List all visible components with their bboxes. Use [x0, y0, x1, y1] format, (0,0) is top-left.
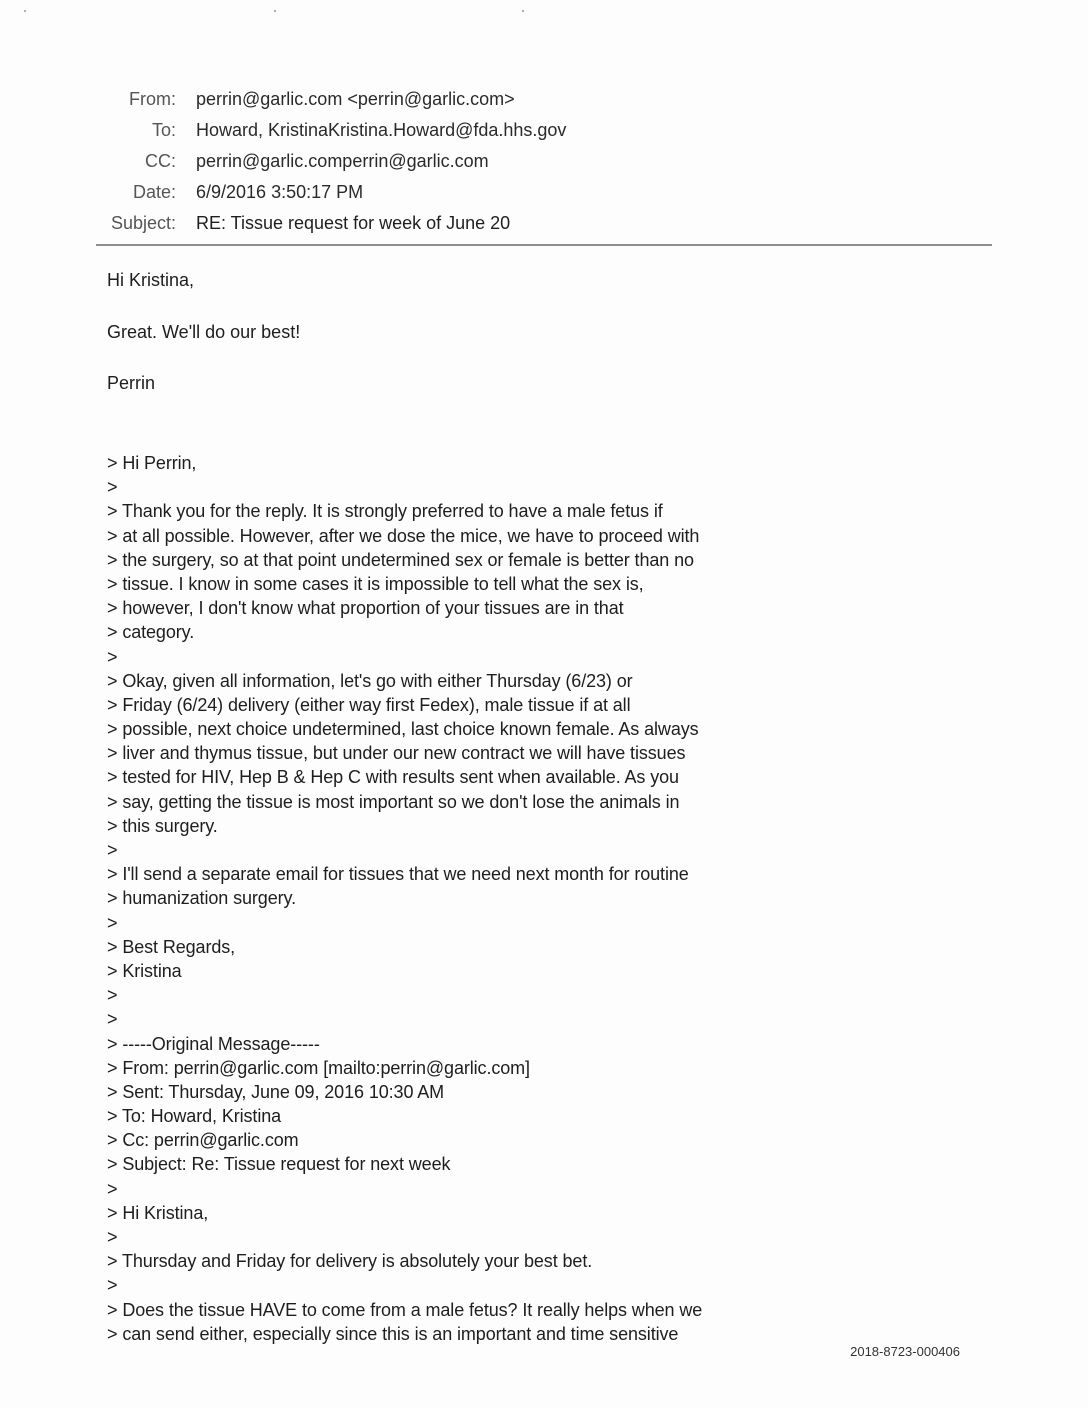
quoted-line: >	[107, 912, 118, 933]
quoted-line: > Does the tissue HAVE to come from a male fetus? It really helps when we	[107, 1299, 703, 1320]
quoted-line: >	[107, 1227, 118, 1247]
document-id: 2018-8723-000406	[850, 1344, 960, 1359]
quoted-line: > To: Howard, Kristina	[107, 1106, 282, 1127]
email-header	[100, 84, 620, 239]
reply-greeting: Hi Kristina,	[107, 270, 195, 290]
quoted-line: > I'll send a separate email for tissues that we need next month for routine	[107, 864, 689, 885]
quoted-line: >	[107, 840, 118, 860]
quoted-line: > Kristina	[107, 960, 182, 981]
quoted-line: > -----Original Message-----	[107, 1033, 320, 1054]
quoted-line: >	[107, 1275, 118, 1296]
quoted-line: > possible, next choice undetermined, last choice known female. As always	[107, 719, 699, 740]
quoted-line: >	[107, 646, 118, 667]
quoted-line: > tested for HIV, Hep B & Hep C with results sent when available. As you	[107, 767, 679, 788]
header-to-row	[100, 115, 620, 146]
header-cc-row	[100, 146, 620, 177]
quoted-line: >	[107, 1178, 118, 1199]
quoted-line: > at all possible. However, after we dose the mice, we have to proceed with	[107, 525, 700, 546]
header-date-row	[100, 177, 620, 208]
quoted-line: >	[107, 1009, 118, 1030]
to-label: To:	[151, 120, 176, 140]
scan-speck	[24, 10, 26, 12]
from-value: perrin@garlic.com <perrin@garlic.com>	[196, 89, 515, 109]
subject-value: RE: Tissue request for week of June 20	[196, 213, 511, 233]
quoted-line: > the surgery, so at that point undetermined sex or female is better than no	[107, 549, 694, 570]
quoted-line: > Cc: perrin@garlic.com	[107, 1130, 299, 1151]
date-value: 6/9/2016 3:50:17 PM	[196, 182, 364, 202]
quoted-line: > Okay, given all information, let's go with either Thursday (6/23) or	[107, 670, 633, 691]
quoted-line: > Thank you for the reply. It is strongly preferred to have a male fetus if	[107, 501, 663, 522]
quoted-line: > Sent: Thursday, June 09, 2016 10:30 AM	[107, 1081, 445, 1102]
quoted-line: > tissue. I know in some cases it is impossible to tell what the sex is,	[107, 573, 644, 594]
quoted-line: > liver and thymus tissue, but under our new contract we will have tissues	[107, 743, 686, 764]
quoted-line: > Thursday and Friday for delivery is absolutely your best bet.	[107, 1251, 593, 1272]
reply-message: Great. We'll do our best!	[107, 322, 301, 342]
from-label: From:	[129, 89, 176, 109]
cc-value: perrin@garlic.comperrin@garlic.com	[196, 151, 489, 171]
quoted-line: > Best Regards,	[107, 936, 236, 957]
quoted-line: > this surgery.	[107, 815, 218, 836]
quoted-line: > humanization surgery.	[107, 888, 296, 909]
reply-body	[107, 268, 867, 395]
quoted-line: > say, getting the tissue is most important so we don't lose the animals in	[107, 791, 680, 812]
quoted-line: > Subject: Re: Tissue request for next week	[107, 1154, 451, 1175]
date-label: Date:	[132, 182, 176, 202]
to-value: Howard, KristinaKristina.Howard@fda.hhs.gov	[196, 120, 567, 140]
quoted-thread	[107, 451, 887, 1346]
quoted-line: > From: perrin@garlic.com [mailto:perrin@garlic.com]	[107, 1057, 530, 1078]
quoted-line: > can send either, especially since this is an important and time sensitive	[107, 1323, 679, 1344]
quoted-line: > Hi Kristina,	[107, 1202, 209, 1223]
reply-signature: Perrin	[107, 373, 156, 393]
quoted-line: > Friday (6/24) delivery (either way first Fedex), male tissue if at all	[107, 694, 631, 715]
cc-label: CC:	[145, 151, 176, 171]
quoted-line: > category.	[107, 622, 195, 643]
header-from-row	[100, 84, 620, 115]
header-subject-row	[100, 208, 620, 239]
subject-label: Subject:	[110, 213, 176, 233]
quoted-line: >	[107, 477, 118, 498]
quoted-line: > however, I don't know what proportion of your tissues are in that	[107, 598, 624, 619]
scan-speck	[274, 10, 276, 12]
header-divider	[96, 244, 992, 246]
quoted-line: > Hi Perrin,	[107, 453, 197, 473]
scan-speck	[522, 10, 524, 12]
quoted-line: >	[107, 985, 118, 1006]
